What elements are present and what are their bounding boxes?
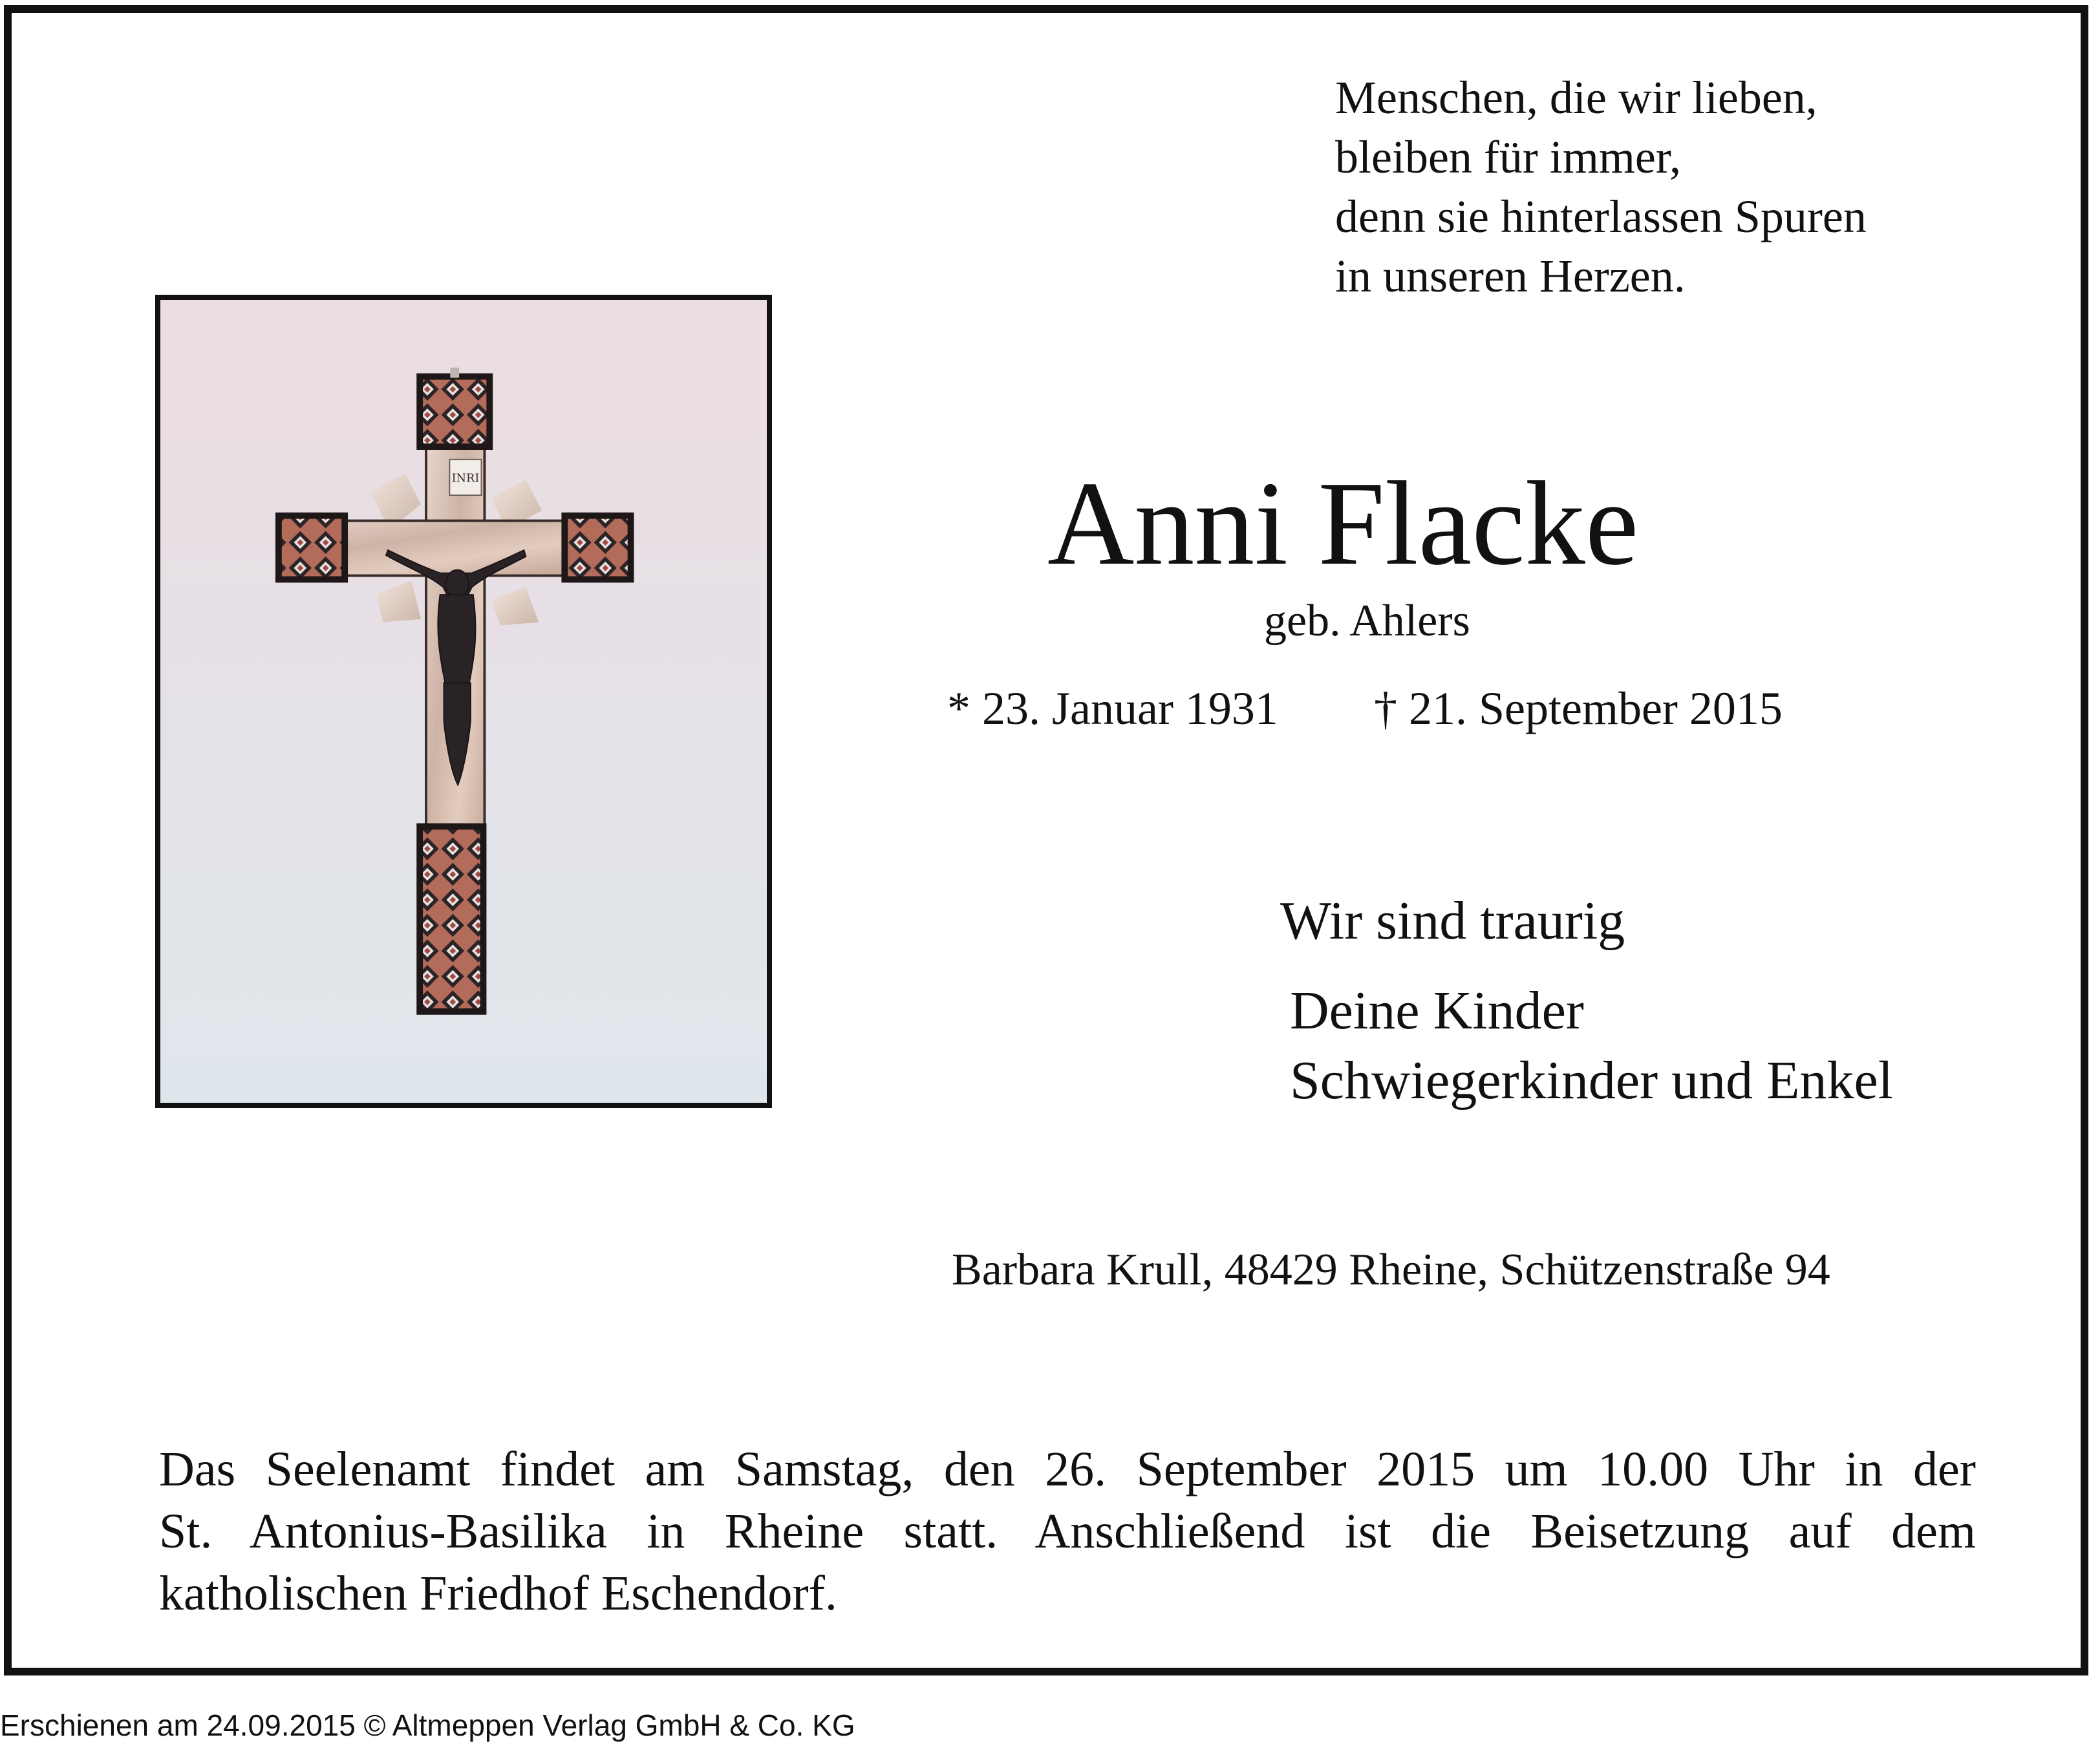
- service-line: St. Antonius-Basilika in Rheine statt. Anschließend ist die Beisetzung auf dem: [159, 1504, 1976, 1558]
- service-line: Das Seelenamt findet am Samstag, den 26. September 2015 um 10.00 Uhr in der: [159, 1442, 1976, 1496]
- crucifix-photo: [155, 295, 772, 1108]
- death-date: † 21. September 2015: [1374, 683, 1783, 734]
- poem: [1335, 68, 1867, 306]
- mourners-line: Deine Kinder: [1290, 981, 1584, 1041]
- publication-footer: Erschienen am 24.09.2015 © Altmeppen Verlag GmbH & Co. KG: [0, 1708, 855, 1742]
- mourners-list: [1290, 976, 1893, 1116]
- mourning-statement: Wir sind traurig: [1280, 891, 1625, 951]
- birth-date: * 23. Januar 1931: [947, 683, 1278, 734]
- poem-line: Menschen, die wir lieben,: [1335, 72, 1817, 123]
- inri-inscription: INRI: [451, 472, 480, 485]
- contact-address: Barbara Krull, 48429 Rheine, Schützenstraße 94: [952, 1245, 1830, 1295]
- mourners-line: Schwiegerkinder und Enkel: [1290, 1050, 1894, 1111]
- poem-line: denn sie hinterlassen Spuren: [1335, 191, 1867, 242]
- poem-line: in unseren Herzen.: [1335, 250, 1686, 302]
- maiden-name: geb. Ahlers: [1264, 596, 1470, 646]
- poem-line: bleiben für immer,: [1335, 131, 1681, 183]
- service-line: katholischen Friedhof Eschendorf.: [159, 1566, 837, 1621]
- service-announcement: [159, 1438, 1976, 1624]
- deceased-name: Anni Flacke: [1047, 457, 1639, 590]
- crucifix-icon: [160, 300, 767, 1103]
